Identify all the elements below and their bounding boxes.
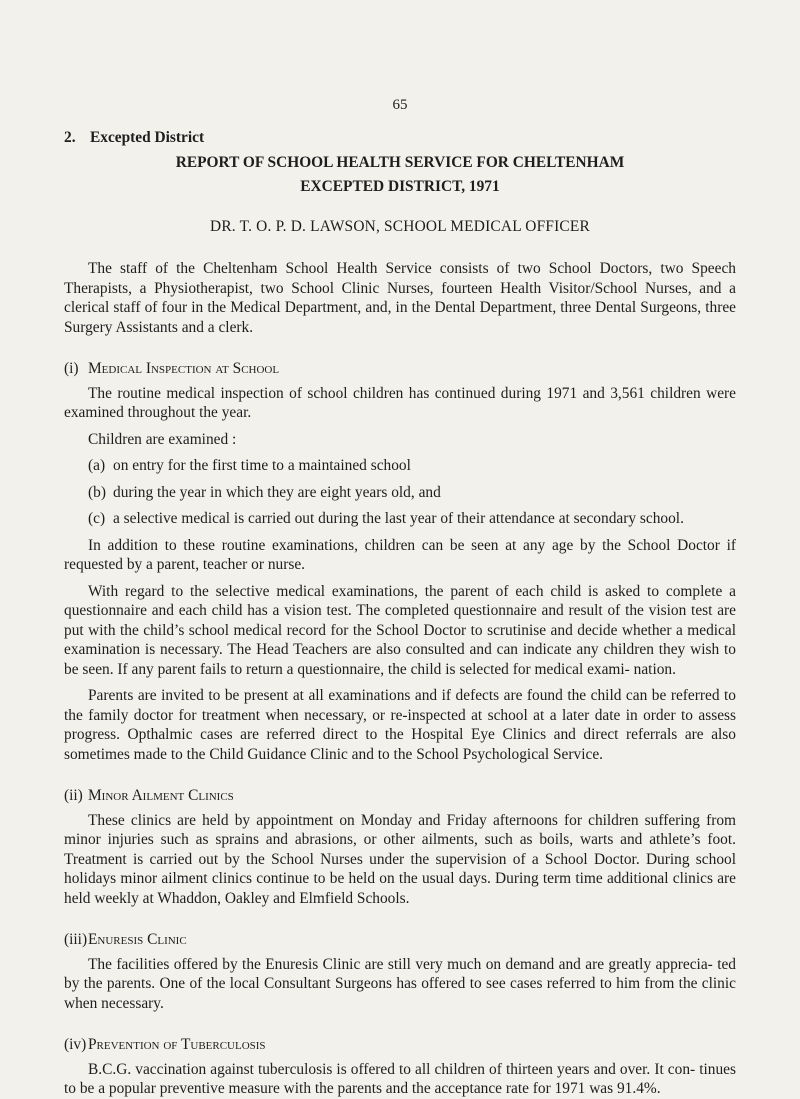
- section-title: Minor Ailment Clinics: [88, 787, 234, 804]
- section-medical-inspection: [64, 359, 736, 764]
- report-title-line-1: REPORT OF SCHOOL HEALTH SERVICE FOR CHELTENHAM: [175, 153, 625, 171]
- report-title-line-2: EXCEPTED DISTRICT, 1971: [300, 178, 500, 195]
- paragraph: The routine medical inspection of school children has continued during 1971 and 3,561 children were examined throughout the year.: [64, 384, 736, 421]
- section-title: Medical Inspection at School: [88, 360, 280, 377]
- paragraph: With regard to the selective medical examinations, the parent of each child is asked to complete a questionnaire and each child has a vision test. The completed questionnaire and result of the vision test are put with the child’s school medical record for the School Doctor to scrutinise and decide whether a medical examination is necessary. The Head Teachers are also consulted and can indicate any children they wish to be seen. If any parent fails to return a questionnaire, the child is selected for medical exami- nation.: [64, 582, 736, 678]
- list-item-label: (b): [88, 483, 106, 501]
- list-item-label: (c): [88, 510, 106, 527]
- medical-officer-line: DR. T. O. P. D. LAWSON, SCHOOL MEDICAL OFFICER: [210, 217, 590, 235]
- section-minor-ailment-clinics: [64, 786, 736, 908]
- paragraph: The facilities offered by the Enuresis Clinic are still very much on demand and are greatly apprecia- ted by the parents. One of the local Consultant Surgeons has offered to see cases referred to him from the clinic when necessary.: [64, 955, 736, 1012]
- section-numeral: (iii): [64, 931, 88, 948]
- intro-paragraph: The staff of the Cheltenham School Health Service consists of two School Doctors, two Speech Therapists, a Physiotherapist, two School Clinic Nurses, fourteen Health Visitor/School Nurses, and a clerical staff of four in the Medical Department, and, in the Dental Department, three Dental Surgeons, three Surgery Assistants and a clerk.: [64, 260, 736, 336]
- list-item-label: (a): [88, 457, 106, 474]
- section-title: Enuresis Clinic: [88, 931, 187, 948]
- list-item: [64, 483, 736, 503]
- section-heading: [64, 1035, 736, 1055]
- section-numeral: (i): [64, 360, 79, 377]
- list-item-text: during the year in which they are eight years old, and: [113, 483, 441, 501]
- paragraph: These clinics are held by appointment on Monday and Friday afternoons for children suffering from minor injuries such as sprains and abrasions, or other ailments, such as boils, warts and athlete’s foot. Treatment is carried out by the School Nurses under the supervision of a School Doctor. During school holidays minor ailment clinics continue to be held on the usual days. During term time additional clinics are held weekly at Whaddon, Oakley and Elmfield Schools.: [64, 811, 736, 907]
- list-item: [64, 509, 736, 529]
- section-heading: [64, 930, 736, 950]
- list-item-text: a selective medical is carried out during the last year of their attendance at secondary school.: [113, 510, 684, 527]
- document-body: [64, 128, 736, 1099]
- section-title: Prevention of Tuberculosis: [88, 1036, 266, 1053]
- section-heading: [64, 359, 736, 379]
- paragraph: In addition to these routine examinations, children can be seen at any age by the School Doctor if requested by a parent, teacher or nurse.: [64, 536, 736, 573]
- district-label: Excepted District: [90, 129, 205, 146]
- section-numeral: (iv): [64, 1036, 87, 1053]
- paragraph: B.C.G. vaccination against tuberculosis is offered to all children of thirteen years and over. It con- tinues to be a popular preventive measure with the parents and the acceptance rate for 1971 was 91.4%.: [64, 1060, 736, 1097]
- section-heading: [64, 786, 736, 806]
- section-prevention-of-tuberculosis: [64, 1035, 736, 1099]
- list-lead: Children are examined :: [88, 430, 237, 448]
- list-item-text: on entry for the first time to a maintained school: [113, 457, 411, 474]
- district-number: 2.: [64, 129, 76, 146]
- district-heading: [64, 128, 736, 148]
- section-numeral: (ii): [64, 787, 83, 804]
- section-enuresis-clinic: [64, 930, 736, 1013]
- paragraph: Parents are invited to be present at all examinations and if defects are found the child can be referred to the family doctor for treatment when necessary, or re-inspected at school at a later date in order to assess progress. Opthalmic cases are referred direct to the Hospital Eye Clinics and direct referrals are also sometimes made to the Child Guidance Clinic and to the School Psychological Service.: [64, 687, 736, 763]
- list-item: [64, 456, 736, 476]
- page-number: 65: [392, 97, 408, 113]
